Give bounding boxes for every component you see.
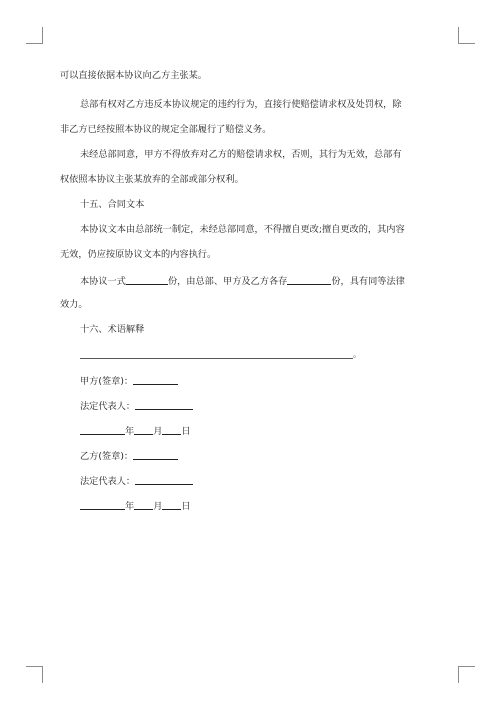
party-b-signature-line xyxy=(80,449,178,463)
party-b-label: 乙方(签章)： xyxy=(80,451,134,462)
copies-prefix: 本协议一式 xyxy=(80,276,126,287)
paragraph-line: 总部有权对乙方违反本协议规定的违约行为，直接行使赔偿请求权及处罚权，除 xyxy=(80,99,402,110)
date-b-month-blank xyxy=(134,499,153,510)
date-b-day-blank xyxy=(162,499,181,510)
paragraph-line: 可以直接依据本协议向乙方主张某。 xyxy=(60,70,207,81)
crop-mark-bottom-right xyxy=(458,666,475,683)
paragraph-line: 无效，仍应按原协议文本的内容执行。 xyxy=(60,249,217,260)
section-heading-contract-text: 十五、合同文本 xyxy=(80,199,145,210)
date-b-day-label: 日 xyxy=(181,501,191,512)
rep-b-signature-line xyxy=(80,474,193,488)
rep-a-signature-line xyxy=(80,399,193,413)
party-a-signature-line xyxy=(80,374,178,388)
date-b-year-label: 年 xyxy=(125,501,135,512)
rep-a-label: 法定代表人： xyxy=(80,401,136,412)
date-a-year-label: 年 xyxy=(125,426,135,437)
terms-blank-line xyxy=(80,358,353,359)
crop-mark-top-left xyxy=(26,27,43,44)
party-b-blank xyxy=(133,449,178,460)
copies-line xyxy=(80,274,405,288)
section-heading-terms: 十六、术语解释 xyxy=(80,324,145,335)
copies-suffix: 份，具有同等法律 xyxy=(331,276,405,287)
paragraph-line: 本协议文本由总部统一制定，未经总部同意，不得擅自更改;擅自更改的，其内容 xyxy=(80,224,405,235)
date-b-line xyxy=(80,499,191,513)
rep-a-blank xyxy=(135,399,193,410)
date-a-day-blank xyxy=(162,424,181,435)
party-a-blank xyxy=(133,374,178,385)
date-a-month-blank xyxy=(134,424,153,435)
date-b-year-blank xyxy=(80,499,125,510)
copies-count-blank xyxy=(126,274,168,285)
terms-blank-end-mark: 。 xyxy=(353,350,361,359)
date-a-month-label: 月 xyxy=(153,426,163,437)
copies-middle: 份，由总部、甲方及乙方各存 xyxy=(167,276,288,287)
rep-b-blank xyxy=(135,474,193,485)
paragraph-line: 非乙方已经按照本协议的规定全部履行了赔偿义务。 xyxy=(60,124,272,135)
paragraph-line: 未经总部同意，甲方不得放弃对乙方的赔偿请求权，否则，其行为无效，总部有 xyxy=(80,149,402,160)
copies-each-blank xyxy=(287,274,331,285)
date-a-day-label: 日 xyxy=(181,426,191,437)
date-b-month-label: 月 xyxy=(153,501,163,512)
paragraph-line: 权依照本协议主张某放弃的全部或部分权利。 xyxy=(60,174,244,185)
party-a-label: 甲方(签章)： xyxy=(80,376,134,387)
date-a-year-blank xyxy=(80,424,125,435)
crop-mark-bottom-left xyxy=(26,666,43,683)
rep-b-label: 法定代表人： xyxy=(80,476,136,487)
crop-mark-top-right xyxy=(458,27,475,44)
paragraph-line: 效力。 xyxy=(60,299,88,310)
date-a-line xyxy=(80,424,191,438)
